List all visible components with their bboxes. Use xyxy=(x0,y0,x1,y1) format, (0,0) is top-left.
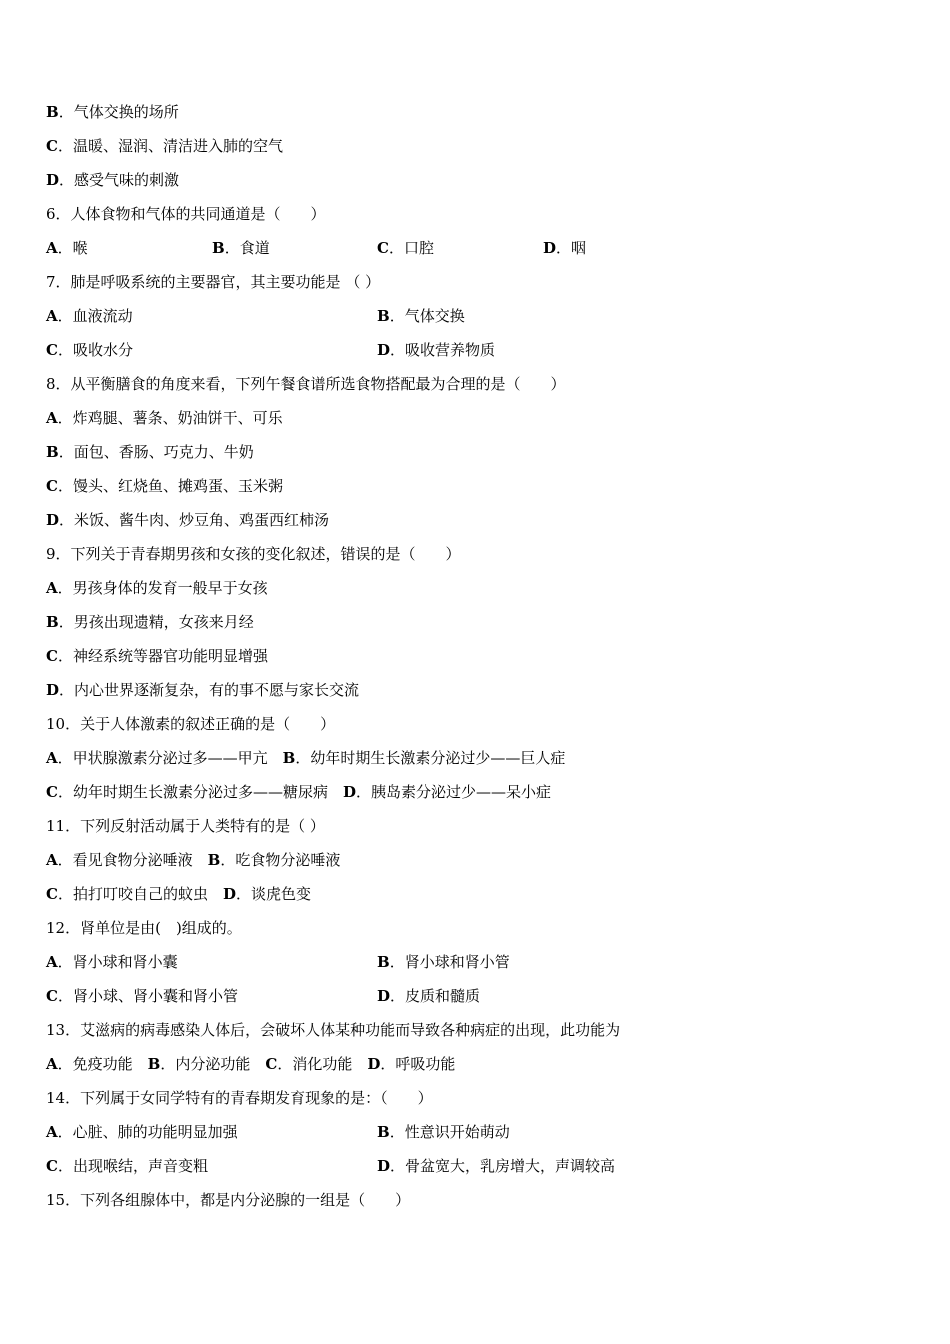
option-A xyxy=(46,236,88,260)
option-C xyxy=(46,885,223,903)
option-text: ．吸收营养物质 xyxy=(390,341,496,359)
option-letter: A xyxy=(46,409,58,427)
option-text: ．面包、香肠、巧克力、牛奶 xyxy=(58,443,254,461)
option-letter: D xyxy=(222,885,236,903)
option-text: ．吸收水分 xyxy=(57,341,133,359)
option-D xyxy=(367,1055,455,1073)
option-B xyxy=(377,1120,510,1144)
option-text: ．内分泌功能 xyxy=(160,1055,266,1073)
question-text: 10．关于人体激素的叙述正确的是（ ） xyxy=(46,715,336,733)
option-text: ．炸鸡腿、薯条、奶油饼干、可乐 xyxy=(57,409,283,427)
option-C xyxy=(46,783,343,801)
option-letter: B xyxy=(46,613,59,631)
option-text: ．性意识开始萌动 xyxy=(389,1123,510,1141)
option-C xyxy=(265,1055,367,1073)
option-B xyxy=(212,236,270,260)
option-letter: C xyxy=(265,1055,278,1073)
option-text: ．看见食物分泌唾液 xyxy=(57,851,208,869)
option-letter: A xyxy=(46,307,58,325)
question-text: 8．从平衡膳食的角度来看，下列午餐食谱所选食物搭配最为合理的是（ ） xyxy=(46,375,566,393)
option-letter: B xyxy=(377,1123,390,1141)
option-B xyxy=(377,304,465,328)
option-text: ．喉 xyxy=(57,239,88,257)
option-text: ．出现喉结，声音变粗 xyxy=(57,1157,208,1175)
option-text: ．食道 xyxy=(224,239,270,257)
option-text: ．气体交换 xyxy=(389,307,465,325)
option-letter: A xyxy=(46,851,58,869)
option-letter: C xyxy=(46,783,58,801)
question-stem xyxy=(46,1018,620,1042)
option-letter: A xyxy=(46,953,58,971)
option-text: ．感受气味的刺激 xyxy=(59,171,180,189)
option-letter: B xyxy=(207,851,221,869)
option-row xyxy=(46,848,340,872)
question-text: 7．肺是呼吸系统的主要器官，其主要功能是 （ ） xyxy=(46,273,381,291)
option-B xyxy=(208,851,341,869)
option-text: ．馒头、红烧鱼、摊鸡蛋、玉米粥 xyxy=(57,477,283,495)
option-letter: D xyxy=(377,341,391,359)
option-text: ．幼年时期生长激素分泌过少——巨人症 xyxy=(295,749,566,767)
option-D xyxy=(377,338,495,362)
option-letter: D xyxy=(46,171,60,189)
option-row xyxy=(46,746,565,770)
option-text: ．男孩身体的发育一般早于女孩 xyxy=(57,579,268,597)
option-letter: B xyxy=(147,1055,161,1073)
option-B xyxy=(46,440,254,464)
question-text: 6．人体食物和气体的共同通道是（ ） xyxy=(46,205,326,223)
option-D xyxy=(223,885,311,903)
option-C xyxy=(46,134,283,158)
option-letter: A xyxy=(46,239,58,257)
option-text: ．骨盆宽大，乳房增大，声调较高 xyxy=(390,1157,616,1175)
option-C xyxy=(46,338,133,362)
option-letter: A xyxy=(46,1123,58,1141)
option-letter: C xyxy=(46,885,58,903)
option-letter: D xyxy=(377,987,391,1005)
option-letter: B xyxy=(212,239,225,257)
option-text: ．温暖、湿润、清洁进入肺的空气 xyxy=(57,137,283,155)
option-letter: B xyxy=(282,749,296,767)
option-text: ．气体交换的场所 xyxy=(58,103,179,121)
question-text: 14．下列属于女同学特有的青春期发育现象的是：（ ） xyxy=(46,1089,433,1107)
question-stem xyxy=(46,1188,410,1212)
option-text: ．肾小球、肾小囊和肾小管 xyxy=(57,987,238,1005)
option-row xyxy=(46,1052,455,1076)
option-text: ．吃食物分泌唾液 xyxy=(220,851,341,869)
option-A xyxy=(46,576,268,600)
option-text: ．胰岛素分泌过少——呆小症 xyxy=(355,783,551,801)
question-text: 11．下列反射活动属于人类特有的是（ ） xyxy=(46,817,325,835)
option-letter: C xyxy=(46,647,58,665)
option-text: ．消化功能 xyxy=(277,1055,368,1073)
option-text: ．咽 xyxy=(556,239,587,257)
option-D xyxy=(377,984,480,1008)
question-stem xyxy=(46,202,326,226)
question-text: 15．下列各组腺体中，都是内分泌腺的一组是（ ） xyxy=(46,1191,411,1209)
option-text: ．皮质和髓质 xyxy=(390,987,481,1005)
option-A xyxy=(46,749,283,767)
option-text: ．拍打叮咬自己的蚊虫 xyxy=(57,885,223,903)
option-letter: C xyxy=(46,987,58,1005)
question-stem xyxy=(46,1086,433,1110)
option-row xyxy=(46,882,311,906)
option-text: ．肾小球和肾小囊 xyxy=(57,953,178,971)
option-D xyxy=(46,678,359,702)
option-letter: C xyxy=(377,239,389,257)
option-B xyxy=(46,100,179,124)
option-letter: D xyxy=(46,681,60,699)
option-D xyxy=(46,508,329,532)
option-text: ．呼吸功能 xyxy=(380,1055,456,1073)
option-letter: C xyxy=(46,1157,58,1175)
option-letter: A xyxy=(46,1055,58,1073)
question-stem xyxy=(46,916,242,940)
option-text: ．米饭、酱牛肉、炒豆角、鸡蛋西红柿汤 xyxy=(59,511,330,529)
option-A xyxy=(46,950,178,974)
option-C xyxy=(46,474,283,498)
option-letter: D xyxy=(377,1157,391,1175)
option-text: ．口腔 xyxy=(388,239,434,257)
question-text: 13．艾滋病的病毒感染人体后，会破坏人体某种功能而导致各种病症的出现，此功能为 xyxy=(46,1021,621,1039)
option-letter: D xyxy=(367,1055,381,1073)
question-stem xyxy=(46,814,325,838)
option-letter: C xyxy=(46,477,58,495)
option-letter: B xyxy=(377,953,390,971)
option-A xyxy=(46,406,283,430)
option-text: ．幼年时期生长激素分泌过多——糖尿病 xyxy=(57,783,343,801)
option-text: ．内心世界逐渐复杂，有的事不愿与家长交流 xyxy=(59,681,360,699)
option-B xyxy=(377,950,510,974)
option-C xyxy=(46,984,238,1008)
option-text: ．男孩出现遗精，女孩来月经 xyxy=(58,613,254,631)
option-A xyxy=(46,304,133,328)
question-stem xyxy=(46,372,566,396)
question-stem xyxy=(46,270,380,294)
option-A xyxy=(46,1055,148,1073)
option-text: ．甲状腺激素分泌过多——甲亢 xyxy=(57,749,283,767)
option-text: ．神经系统等器官功能明显增强 xyxy=(57,647,268,665)
option-letter: C xyxy=(46,341,58,359)
question-text: 12．肾单位是由( )组成的。 xyxy=(46,919,242,937)
question-stem xyxy=(46,712,335,736)
option-letter: D xyxy=(342,783,356,801)
option-text: ．免疫功能 xyxy=(57,1055,148,1073)
option-letter: B xyxy=(46,103,59,121)
option-A xyxy=(46,851,208,869)
option-C xyxy=(377,236,434,260)
option-text: ．谈虎色变 xyxy=(235,885,311,903)
option-D xyxy=(343,783,551,801)
question-stem xyxy=(46,542,461,566)
option-C xyxy=(46,644,268,668)
option-text: ．肾小球和肾小管 xyxy=(389,953,510,971)
option-D xyxy=(377,1154,615,1178)
option-letter: B xyxy=(377,307,390,325)
option-text: ．血液流动 xyxy=(57,307,133,325)
option-text: ．心脏、肺的功能明显加强 xyxy=(57,1123,238,1141)
option-C xyxy=(46,1154,208,1178)
option-letter: D xyxy=(46,511,60,529)
option-B xyxy=(283,749,566,767)
question-text: 9．下列关于青春期男孩和女孩的变化叙述，错误的是（ ） xyxy=(46,545,461,563)
option-D xyxy=(46,168,179,192)
option-B xyxy=(148,1055,266,1073)
option-letter: C xyxy=(46,137,58,155)
option-letter: A xyxy=(46,749,58,767)
option-letter: D xyxy=(543,239,557,257)
option-letter: A xyxy=(46,579,58,597)
option-letter: B xyxy=(46,443,59,461)
option-row xyxy=(46,780,551,804)
option-B xyxy=(46,610,254,634)
option-A xyxy=(46,1120,238,1144)
option-D xyxy=(543,236,586,260)
